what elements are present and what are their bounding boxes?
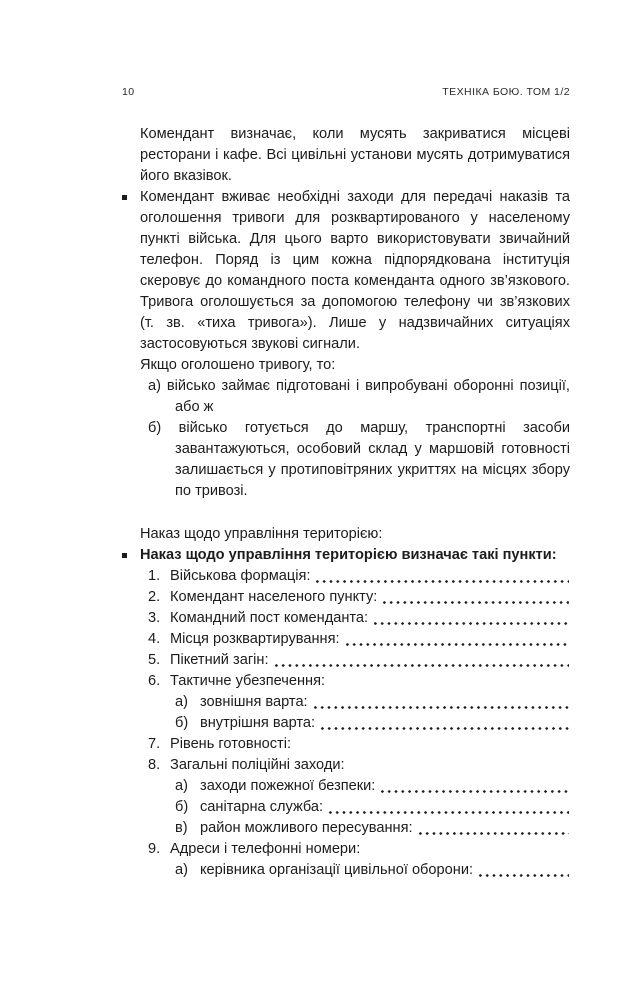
item-number: 8. — [148, 757, 161, 773]
item-label: Командний пост коменданта: — [170, 610, 369, 626]
list-item — [148, 608, 570, 629]
dotted-leader — [327, 811, 569, 814]
list-subitem — [175, 776, 570, 797]
item-number: 2. — [148, 589, 161, 605]
list-subitem — [175, 860, 570, 881]
item-label: район можливого пересування: — [200, 820, 413, 836]
item-number: а) — [175, 694, 188, 710]
page-body — [122, 124, 570, 881]
dotted-leader — [477, 874, 569, 877]
item-number: 1. — [148, 568, 161, 584]
item-label: Тактичне убезпечення: — [170, 673, 326, 689]
list-subitem — [175, 818, 570, 839]
item-number: а) — [175, 862, 188, 878]
list-subitem — [175, 713, 570, 734]
section-lead: Наказ щодо управління територією: — [140, 526, 383, 542]
list-item — [148, 755, 570, 776]
item-label: Пікетний загін: — [170, 652, 269, 668]
list-item — [148, 650, 570, 671]
item-number: б) — [175, 799, 189, 815]
bullet-content — [140, 187, 570, 502]
paragraph-alarm-procedure: Комендант вживає необхідні заходи для передачі наказів та оголошення тривоги для розквартированого у населеному пункті війська. Для цього варто використовувати звичайний телефон. Поряд із цим кожна підпорядкована інституція скеровує до командного поста коменданта одного зв’язкового. Тривога оголошується за допомогою телефону чи зв’язкових (т. зв. «тиха тривога»). Лише у надзвичайних ситуаціях застосовуються звукові сигнали. — [140, 189, 570, 352]
item-label: санітарна служба: — [200, 799, 324, 815]
square-bullet-icon — [122, 195, 127, 200]
item-number: 6. — [148, 673, 161, 689]
item-label: заходи пожежної безпеки: — [200, 778, 376, 794]
list-item — [148, 839, 570, 860]
dotted-leader — [379, 790, 569, 793]
item-number: 3. — [148, 610, 161, 626]
list-item — [148, 734, 570, 755]
order-heading: Наказ щодо управління територією визначає такі пункти: — [140, 547, 557, 563]
bullet-item-commandant — [122, 187, 570, 502]
page-number: 10 — [122, 86, 135, 98]
paragraph-intro: Комендант визначає, коли мусять закриватися місцеві ресторани і кафе. Всі цивільні установи мусять дотримуватися його вказівок. — [140, 126, 570, 184]
alert-option-a: а) військо займає підготовані і випробувані оборонні позиції, або ж — [148, 378, 570, 415]
item-number: а) — [175, 778, 188, 794]
dotted-leader — [372, 622, 569, 625]
list-subitem — [175, 797, 570, 818]
running-head — [122, 86, 570, 98]
item-label: Місця розквартирування: — [170, 631, 340, 647]
dotted-leader — [417, 832, 569, 835]
item-label: керівника організації цивільної оборони: — [200, 862, 474, 878]
item-label: внутрішня варта: — [200, 715, 316, 731]
list-subitem — [175, 692, 570, 713]
item-number: 4. — [148, 631, 161, 647]
running-title: ТЕХНІКА БОЮ. ТОМ 1/2 — [442, 86, 570, 98]
dotted-leader — [312, 706, 569, 709]
list-item — [148, 671, 570, 692]
dotted-leader — [344, 643, 569, 646]
order-points-list — [122, 566, 570, 881]
dotted-leader — [319, 727, 569, 730]
item-label: Рівень готовності: — [170, 736, 292, 752]
list-item — [148, 566, 570, 587]
item-number: в) — [175, 820, 188, 836]
list-item — [148, 587, 570, 608]
square-bullet-icon — [122, 553, 127, 558]
item-label: Комендант населеного пункту: — [170, 589, 378, 605]
item-number: 7. — [148, 736, 161, 752]
bullet-item-order — [122, 545, 570, 566]
bullet-marker — [122, 545, 140, 566]
list-item — [148, 629, 570, 650]
alert-option-b: б) військо готується до маршу, транспортні засоби завантажуються, особовий склад у маршовій готовності залишається у протиповітряних укриттях на місцях збору по тривозі. — [148, 420, 570, 499]
item-number: 9. — [148, 841, 161, 857]
item-label: Військова формація: — [170, 568, 311, 584]
item-number: б) — [175, 715, 189, 731]
bullet-marker — [122, 187, 140, 502]
item-label: зовнішня варта: — [200, 694, 308, 710]
item-number: 5. — [148, 652, 161, 668]
dotted-leader — [273, 664, 569, 667]
item-label: Адреси і телефонні номери: — [170, 841, 361, 857]
bullet-content — [140, 545, 570, 566]
dotted-leader — [314, 580, 569, 583]
dotted-leader — [381, 601, 569, 604]
item-label: Загальні поліційні заходи: — [170, 757, 345, 773]
alert-intro: Якщо оголошено тривогу, то: — [140, 357, 336, 373]
